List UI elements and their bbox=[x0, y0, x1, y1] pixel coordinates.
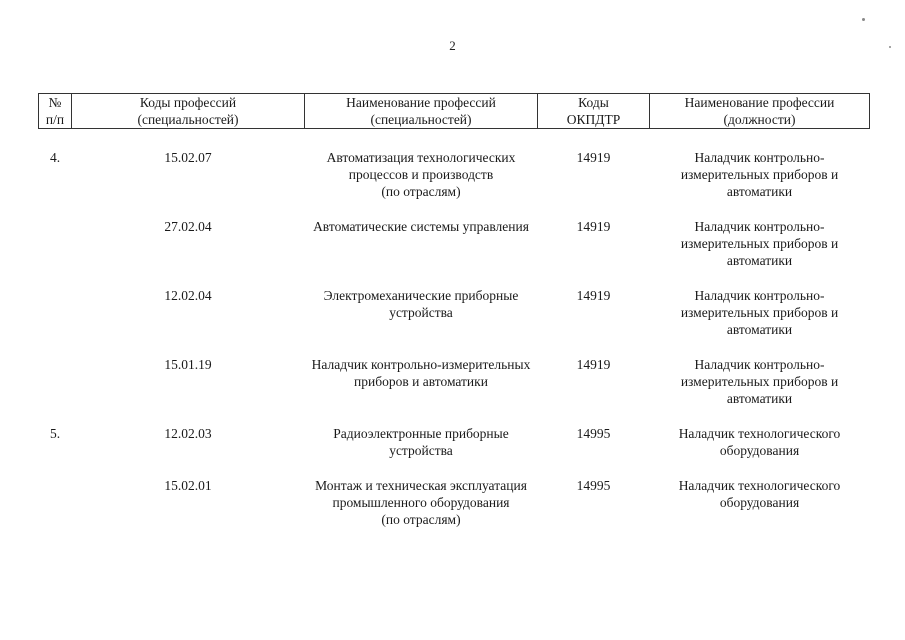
row-code: 12.02.04 bbox=[164, 288, 212, 303]
table-row bbox=[39, 218, 870, 269]
row-name: Автоматизация технологических процессов и производств (по отраслям) bbox=[326, 150, 516, 199]
row-okpdtr: 14919 bbox=[576, 288, 611, 303]
row-name: Автоматические системы управления bbox=[313, 219, 529, 234]
row-okpdtr: 14919 bbox=[576, 150, 611, 165]
row-position: Наладчик контрольно- измерительных приборов и автоматики bbox=[680, 357, 839, 406]
row-name: Электромеханические приборные устройства bbox=[323, 288, 519, 320]
row-code: 15.02.07 bbox=[164, 150, 212, 165]
table-row bbox=[39, 149, 870, 200]
row-code: 27.02.04 bbox=[164, 219, 212, 234]
row-position: Наладчик контрольно- измерительных приборов и автоматики bbox=[680, 219, 839, 268]
row-num bbox=[39, 356, 72, 407]
professions-table bbox=[38, 93, 870, 528]
row-code: 15.01.19 bbox=[164, 357, 212, 372]
row-position: Наладчик технологического оборудования bbox=[678, 426, 841, 458]
row-position: Наладчик контрольно- измерительных приборов и автоматики bbox=[680, 288, 839, 337]
page-number: 2 bbox=[449, 38, 456, 53]
row-code: 15.02.01 bbox=[164, 478, 212, 493]
table-row bbox=[39, 425, 870, 459]
header-position: Наименование профессии (должности) bbox=[650, 94, 870, 129]
header-names: Наименование профессий (специальностей) bbox=[305, 94, 538, 129]
header-okpdtr: Коды ОКПДТР bbox=[538, 94, 650, 129]
row-num: 5. bbox=[49, 426, 61, 441]
row-num bbox=[39, 218, 72, 269]
row-okpdtr: 14995 bbox=[576, 478, 611, 493]
scan-speck bbox=[862, 18, 865, 21]
row-okpdtr: 14995 bbox=[576, 426, 611, 441]
row-code: 12.02.03 bbox=[164, 426, 212, 441]
row-num: 4. bbox=[49, 150, 61, 165]
row-num bbox=[39, 477, 72, 528]
row-name: Монтаж и техническая эксплуатация промышленного оборудования (по отраслям) bbox=[315, 478, 527, 527]
table-header-row bbox=[39, 94, 870, 129]
table-row bbox=[39, 477, 870, 528]
row-okpdtr: 14919 bbox=[576, 219, 611, 234]
row-position: Наладчик контрольно- измерительных приборов и автоматики bbox=[680, 150, 839, 199]
row-num bbox=[39, 287, 72, 338]
row-position: Наладчик технологического оборудования bbox=[678, 478, 841, 510]
row-name: Радиоэлектронные приборные устройства bbox=[333, 426, 509, 458]
row-name: Наладчик контрольно-измерительных приборов и автоматики bbox=[311, 357, 531, 389]
table-row bbox=[39, 356, 870, 407]
row-okpdtr: 14919 bbox=[576, 357, 611, 372]
header-codes: Коды профессий (специальностей) bbox=[72, 94, 305, 129]
header-num: № п/п bbox=[39, 94, 72, 129]
table-row bbox=[39, 287, 870, 338]
